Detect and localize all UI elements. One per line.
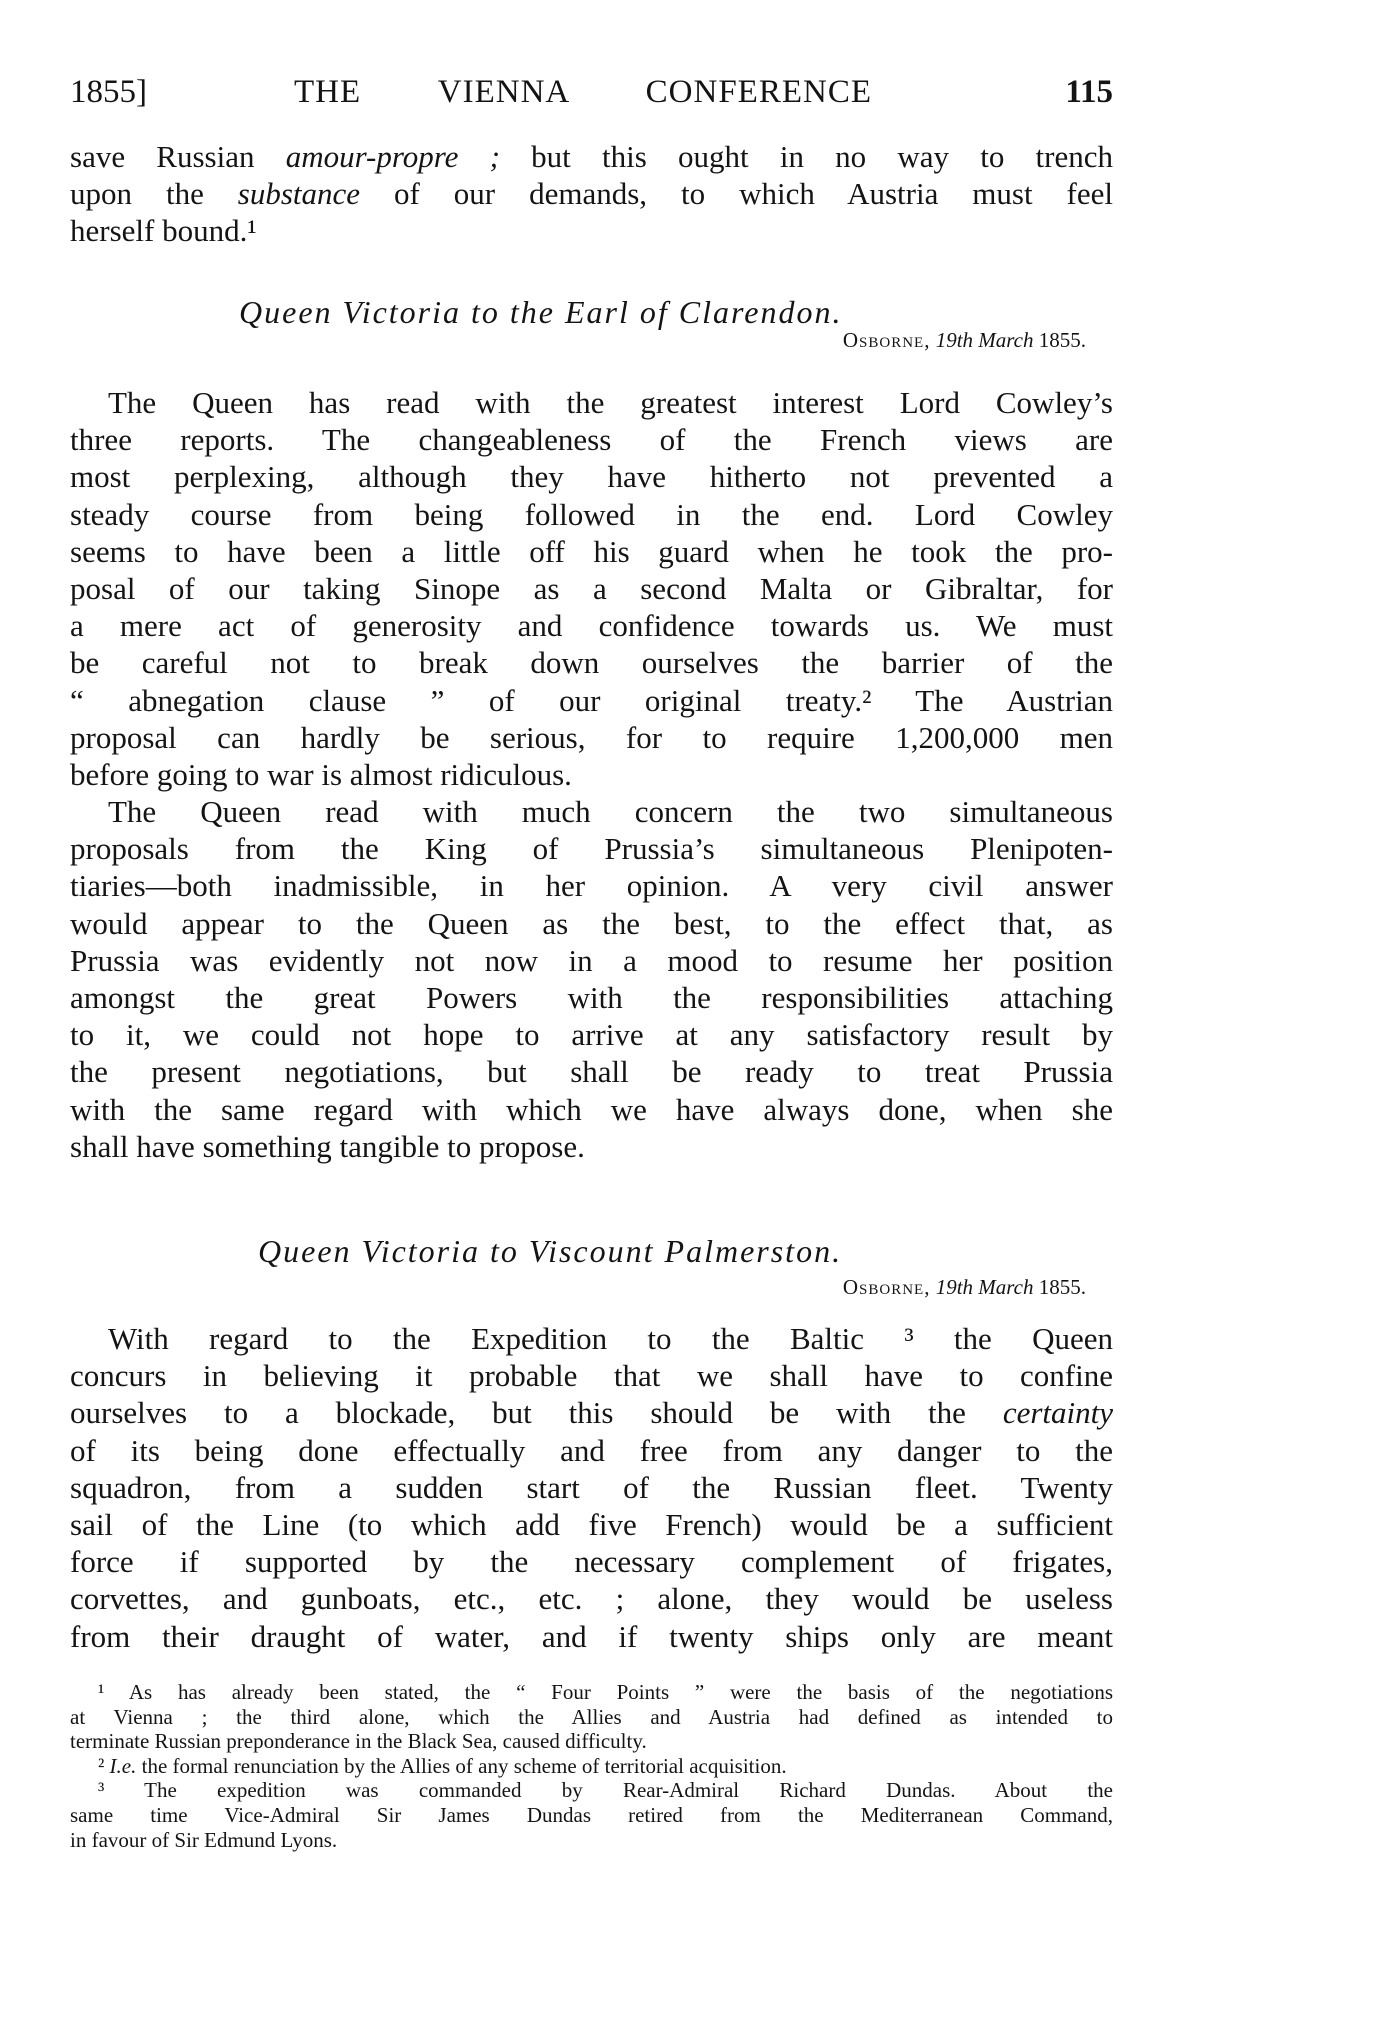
text-run: three reports. The changeableness of the French views are	[70, 422, 1113, 458]
text-line	[70, 1754, 1113, 1779]
text-line	[70, 533, 1113, 570]
text-run: of our demands, to which Austria must feel	[360, 176, 1113, 212]
text-run: be careful not to break down ourselves the barrier of the	[70, 645, 1113, 681]
text-line	[70, 793, 1113, 830]
text-run: but this ought in no way to trench	[499, 139, 1113, 174]
text-run: steady course from being followed in the end. Lord Cowley	[70, 496, 1113, 532]
text-run: proposal can hardly be serious, for to require 1,200,000 men	[70, 719, 1113, 755]
text-run: corvettes, and gunboats, etc., etc. ; alone, they would be useless	[70, 1581, 1113, 1617]
text-run: seems to have been a little off his guard when he took the pro-	[70, 533, 1113, 569]
footnote-1	[70, 1680, 1113, 1754]
text-run: a mere act of generosity and confidence towards us. We must	[70, 608, 1113, 644]
text-line	[70, 942, 1113, 979]
text-line	[70, 607, 1113, 644]
paragraph-1	[70, 138, 1113, 250]
text-run: before going to war is almost ridiculous.	[70, 756, 572, 792]
paragraph-4	[70, 1320, 1113, 1655]
text-line	[70, 1828, 1113, 1853]
text-run: from their draught of water, and if twenty ships only are meant	[70, 1618, 1113, 1654]
italic-run: certainty	[1002, 1395, 1113, 1431]
text-run: “ abnegation clause ” of our original treaty.² The Austrian	[70, 682, 1113, 718]
text-line	[70, 1729, 1113, 1754]
text-line	[70, 830, 1113, 867]
text-run: the present negotiations, but shall be ready to treat Prussia	[70, 1054, 1113, 1090]
footnote-3	[70, 1778, 1113, 1852]
text-line	[70, 1580, 1113, 1617]
italic-run: substance	[237, 176, 361, 212]
dateline-date: 19th March	[935, 328, 1034, 352]
letter-heading-2: Queen Victoria to Viscount Palmerston.	[258, 1233, 843, 1269]
running-head-title: THE VIENNA CONFERENCE	[294, 74, 872, 110]
text-line	[70, 1803, 1113, 1828]
text-run: Prussia was evidently not now in a mood to resume her position	[70, 942, 1113, 978]
text-run: same time Vice-Admiral Sir James Dundas retired from the Mediterranean Command,	[70, 1802, 1113, 1827]
text-run: save Russian	[70, 139, 286, 174]
text-run: ¹ As has already been stated, the “ Four Points ” were the basis of the negotiations	[98, 1680, 1113, 1704]
page-number: 115	[1065, 74, 1113, 110]
text-run: herself bound.¹	[70, 213, 257, 249]
text-line	[70, 138, 1113, 175]
text-run: the formal renunciation by the Allies of any scheme of territorial acquisition.	[136, 1753, 787, 1778]
text-run: ²	[98, 1753, 110, 1778]
text-line	[70, 1357, 1113, 1394]
text-line	[70, 421, 1113, 458]
text-line	[70, 756, 1113, 793]
letter-heading-1: Queen Victoria to the Earl of Clarendon.	[239, 294, 843, 330]
text-line	[70, 570, 1113, 607]
text-line	[70, 1705, 1113, 1730]
text-run: of its being done effectually and free from any danger to the	[70, 1432, 1113, 1468]
text-run: most perplexing, although they have hitherto not prevented a	[70, 459, 1113, 495]
text-line	[70, 1432, 1113, 1469]
text-line	[70, 1091, 1113, 1128]
text-run: force if supported by the necessary complement of frigates,	[70, 1544, 1113, 1580]
text-run: The Queen has read with the greatest interest Lord Cowley’s	[108, 385, 1113, 420]
dateline-year: 1855.	[1038, 1275, 1086, 1299]
text-line	[70, 644, 1113, 681]
text-run: with the same regard with which we have always done, when she	[70, 1091, 1113, 1127]
text-line	[70, 496, 1113, 533]
text-line	[70, 867, 1113, 904]
dateline-1	[843, 325, 1086, 355]
text-run: The Queen read with much concern the two simultaneous	[108, 794, 1113, 829]
text-run: in favour of Sir Edmund Lyons.	[70, 1827, 338, 1852]
text-line	[70, 1128, 1113, 1165]
text-line	[70, 1543, 1113, 1580]
text-line	[70, 682, 1113, 719]
footnotes	[70, 1680, 1113, 1852]
text-run: shall have something tangible to propose.	[70, 1128, 585, 1164]
text-run: concurs in believing it probable that we shall have to confine	[70, 1358, 1113, 1394]
text-line	[70, 458, 1113, 495]
text-run: to it, we could not hope to arrive at any satisfactory result by	[70, 1017, 1113, 1053]
text-line	[70, 979, 1113, 1016]
text-line	[70, 212, 1113, 249]
text-line	[70, 905, 1113, 942]
running-head-year: 1855]	[70, 74, 147, 110]
text-line	[70, 384, 1113, 421]
text-run: would appear to the Queen as the best, to the effect that, as	[70, 905, 1113, 941]
text-run: upon the	[70, 176, 238, 212]
italic-run: amour-propre ;	[285, 139, 500, 174]
text-line	[70, 1320, 1113, 1357]
paragraph-2	[70, 384, 1113, 793]
text-line	[70, 1394, 1113, 1431]
dateline-place: Osborne,	[842, 1275, 931, 1299]
text-line	[70, 719, 1113, 756]
italic-run: I.e.	[109, 1753, 137, 1778]
text-line	[70, 1016, 1113, 1053]
text-run: sail of the Line (to which add five French) would be a sufficient	[70, 1506, 1113, 1542]
text-run: proposals from the King of Prussia’s simultaneous Plenipoten-	[70, 831, 1113, 867]
text-run: amongst the great Powers with the responsibilities attaching	[70, 979, 1113, 1015]
dateline-year: 1855.	[1038, 328, 1086, 352]
paragraph-3	[70, 793, 1113, 1165]
text-run: terminate Russian preponderance in the Black Sea, caused difficulty.	[70, 1729, 647, 1754]
text-run: squadron, from a sudden start of the Russian fleet. Twenty	[70, 1469, 1113, 1505]
text-run: With regard to the Expedition to the Baltic ³ the Queen	[108, 1321, 1113, 1356]
text-run: at Vienna ; the third alone, which the Allies and Austria had defined as intended to	[70, 1704, 1113, 1729]
text-run: ourselves to a blockade, but this should be with the	[70, 1395, 1003, 1431]
text-line	[70, 1053, 1113, 1090]
dateline-date: 19th March	[935, 1275, 1034, 1299]
dateline-2	[843, 1272, 1086, 1302]
text-line	[70, 1469, 1113, 1506]
text-run: tiaries—both inadmissible, in her opinion. A very civil answer	[70, 868, 1113, 904]
text-line	[70, 175, 1113, 212]
text-line	[70, 1506, 1113, 1543]
dateline-place: Osborne,	[842, 328, 931, 352]
text-run: ³ The expedition was commanded by Rear-Admiral Richard Dundas. About the	[98, 1778, 1113, 1803]
text-line	[70, 1618, 1113, 1655]
text-line	[70, 1778, 1113, 1803]
text-line	[70, 1680, 1113, 1705]
footnote-2	[70, 1754, 1113, 1779]
text-run: posal of our taking Sinope as a second Malta or Gibraltar, for	[70, 570, 1113, 606]
